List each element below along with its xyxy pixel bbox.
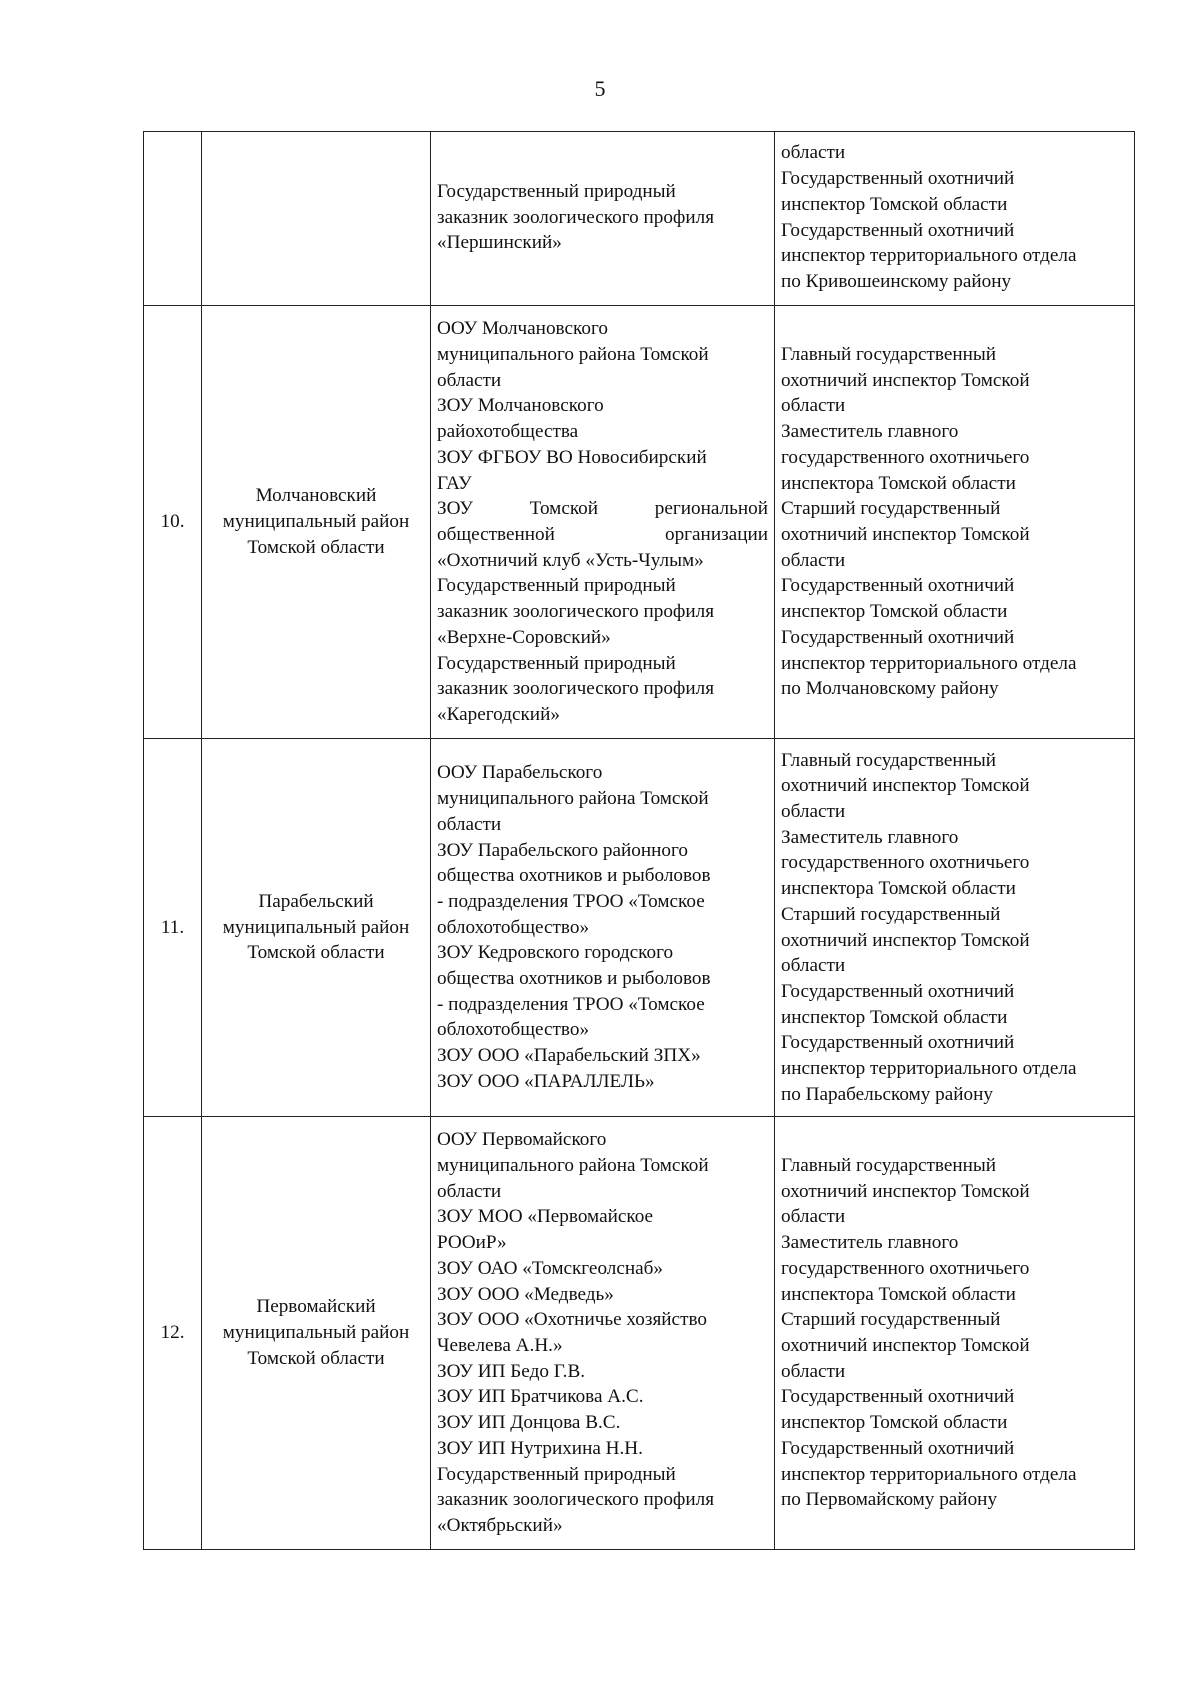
- inspector-line: Государственный охотничий: [781, 626, 1015, 648]
- inspector-line: области: [781, 800, 846, 822]
- row-number-cell: [144, 132, 202, 306]
- inspector-line: области: [781, 955, 846, 977]
- organization-line: облохотобщество»: [437, 916, 590, 938]
- organization-line: ООУ Молчановского: [437, 318, 608, 340]
- organization-line: ЗОУ ФГБОУ ВО Новосибирский: [437, 446, 707, 468]
- organization-line: - подразделения ТРОО «Томское: [437, 993, 705, 1015]
- organization-line: Государственный природный: [437, 1463, 676, 1485]
- organization-line: области: [437, 813, 502, 835]
- organization-line: ЗОУ ИП Донцова В.С.: [437, 1412, 621, 1434]
- organization-line: ЗОУ Парабельского районного: [437, 839, 688, 861]
- inspector-line: инспектор территориального отдела: [781, 245, 1077, 267]
- organization-line: муниципального района Томской: [437, 788, 709, 810]
- inspector-line: инспектор Томской области: [781, 1006, 1008, 1028]
- inspector-line: по Первомайскому району: [781, 1489, 998, 1511]
- organization-line: заказник зоологического профиля: [437, 678, 715, 700]
- organization-line: райохотобщества: [437, 421, 579, 443]
- organization-line: ООУ Первомайского: [437, 1129, 607, 1151]
- inspector-line: инспектор территориального отдела: [781, 1058, 1077, 1080]
- inspector-line: охотничий инспектор Томской: [781, 1180, 1030, 1202]
- organization-line: «Карегодский»: [437, 703, 560, 725]
- inspector-line: охотничий инспектор Томской: [781, 1335, 1030, 1356]
- organization-line: муниципального района Томской: [437, 344, 709, 366]
- district-line: Первомайский: [256, 1296, 376, 1318]
- organization-line: «Охотничий клуб «Усть-Чулым»: [437, 549, 704, 571]
- organization-line: Государственный природный: [437, 652, 676, 674]
- organization-line: общественной организации: [437, 524, 768, 545]
- inspector-line: Главный государственный: [781, 1155, 997, 1177]
- organization-line: - подразделения ТРОО «Томское: [437, 890, 705, 912]
- organization-line: ЗОУ ИП Бедо Г.В.: [437, 1360, 586, 1382]
- organization-line: общества охотников и рыболовов: [437, 865, 711, 887]
- district-cell: [202, 306, 431, 739]
- district-line: Томской области: [247, 1347, 385, 1369]
- inspector-line: Заместитель главного: [781, 1232, 959, 1254]
- district-line: муниципальный район: [222, 1322, 410, 1344]
- district-line: Томской области: [247, 942, 385, 964]
- inspector-line: Государственный охотничий: [781, 219, 1015, 241]
- inspector-line: Главный государственный: [781, 344, 997, 366]
- inspector-line: инспектор Томской области: [781, 193, 1008, 215]
- organization-line: «Першинский»: [437, 232, 562, 254]
- inspector-line: инспектора Томской области: [781, 1283, 1016, 1305]
- organizations-cell: [431, 132, 775, 306]
- organization-line: Государственный природный: [437, 180, 676, 202]
- inspector-line: государственного охотничьего: [781, 1257, 1030, 1279]
- inspectors-cell: [775, 306, 1135, 739]
- organization-line: ГАУ: [437, 472, 472, 494]
- organizations-cell: [431, 306, 775, 739]
- inspector-line: области: [781, 1206, 846, 1228]
- organization-line: ЗОУ Молчановского: [437, 395, 604, 417]
- organization-line: ЗОУ Томской региональной: [437, 498, 768, 520]
- organization-line: ЗОУ ООО «Медведь»: [437, 1283, 614, 1305]
- inspector-line: по Парабельскому району: [781, 1083, 993, 1105]
- district-line: Парабельский: [258, 890, 374, 912]
- organization-line: общества охотников и рыболовов: [437, 968, 711, 990]
- inspector-line: охотничий инспектор Томской: [781, 524, 1030, 545]
- row-number-cell: 12.: [144, 1117, 202, 1550]
- organization-line: ЗОУ Кедровского городского: [437, 942, 674, 964]
- organization-line: заказник зоологического профиля: [437, 601, 715, 623]
- page-number: 5: [594, 76, 606, 101]
- organization-line: РООиР»: [437, 1232, 507, 1254]
- inspector-line: Старший государственный: [781, 903, 1001, 925]
- inspector-line: инспектор территориального отдела: [781, 652, 1077, 674]
- inspector-line: по Молчановскому району: [781, 678, 999, 700]
- table-row: [144, 132, 1135, 306]
- inspector-line: Заместитель главного: [781, 826, 959, 848]
- table-row: [144, 1117, 1135, 1550]
- organizations-cell: [431, 739, 775, 1117]
- inspector-line: Государственный охотничий: [781, 980, 1015, 1002]
- table-row: [144, 739, 1135, 1117]
- inspector-line: Государственный охотничий: [781, 1437, 1015, 1459]
- organization-line: области: [437, 1180, 502, 1202]
- inspector-line: Государственный охотничий: [781, 168, 1015, 190]
- row-number-cell: 10.: [144, 306, 202, 739]
- organization-line: ЗОУ ИП Нутрихина Н.Н.: [437, 1437, 643, 1459]
- inspector-line: Старший государственный: [781, 1309, 1001, 1331]
- organization-line: ЗОУ МОО «Первомайское: [437, 1206, 654, 1228]
- inspectors-cell: [775, 132, 1135, 306]
- inspector-line: инспектора Томской области: [781, 472, 1016, 494]
- inspector-line: охотничий инспектор Томской: [781, 929, 1030, 951]
- inspector-line: государственного охотничьего: [781, 852, 1030, 874]
- table-row: [144, 306, 1135, 739]
- inspector-line: Государственный охотничий: [781, 1032, 1015, 1054]
- organization-line: «Верхне-Соровский»: [437, 626, 611, 648]
- organization-line: облохотобщество»: [437, 1019, 590, 1041]
- inspector-line: Заместитель главного: [781, 421, 959, 443]
- organization-line: заказник зоологического профиля: [437, 1489, 715, 1511]
- inspector-line: инспектор Томской области: [781, 601, 1008, 623]
- inspector-line: области: [781, 142, 846, 164]
- inspector-line: Главный государственный: [781, 749, 997, 771]
- inspector-line: Старший государственный: [781, 498, 1001, 520]
- organization-line: ЗОУ ООО «Охотничье хозяйство: [437, 1309, 707, 1331]
- inspectors-cell: [775, 739, 1135, 1117]
- inspector-line: области: [781, 395, 846, 417]
- inspector-line: Государственный охотничий: [781, 575, 1015, 597]
- inspector-line: инспектор Томской области: [781, 1412, 1008, 1434]
- district-line: муниципальный район: [222, 916, 410, 938]
- district-line: Томской области: [247, 536, 385, 558]
- organization-line: ЗОУ ООО «ПАРАЛЛЕЛЬ»: [437, 1070, 655, 1092]
- organization-line: Государственный природный: [437, 575, 676, 597]
- organization-line: ЗОУ ОАО «Томскгеолснаб»: [437, 1257, 664, 1279]
- inspector-line: охотничий инспектор Томской: [781, 369, 1030, 391]
- hunting-grounds-table: [143, 131, 1135, 1550]
- inspector-line: инспектор территориального отдела: [781, 1463, 1077, 1485]
- district-cell: [202, 739, 431, 1117]
- organization-line: ООУ Парабельского: [437, 762, 603, 784]
- district-cell: [202, 132, 431, 306]
- row-number-cell: 11.: [144, 739, 202, 1117]
- organization-line: ЗОУ ИП Братчикова А.С.: [437, 1386, 644, 1408]
- organization-line: муниципального района Томской: [437, 1155, 709, 1177]
- district-line: муниципальный район: [222, 511, 410, 533]
- inspector-line: области: [781, 549, 846, 571]
- inspector-line: Государственный охотничий: [781, 1386, 1015, 1408]
- district-cell: [202, 1117, 431, 1550]
- inspector-line: инспектора Томской области: [781, 878, 1016, 900]
- inspector-line: по Кривошеинскому району: [781, 270, 1012, 292]
- district-line: Молчановский: [255, 485, 377, 507]
- inspector-line: государственного охотничьего: [781, 446, 1030, 468]
- inspector-line: охотничий инспектор Томской: [781, 775, 1030, 797]
- organization-line: области: [437, 369, 502, 391]
- organization-line: ЗОУ ООО «Парабельский ЗПХ»: [437, 1045, 701, 1067]
- organization-line: «Октябрьский»: [437, 1514, 563, 1536]
- organization-line: заказник зоологического профиля: [437, 206, 715, 228]
- organization-line: Чевелева А.Н.»: [437, 1335, 563, 1356]
- inspector-line: области: [781, 1360, 846, 1382]
- organizations-cell: [431, 1117, 775, 1550]
- inspectors-cell: [775, 1117, 1135, 1550]
